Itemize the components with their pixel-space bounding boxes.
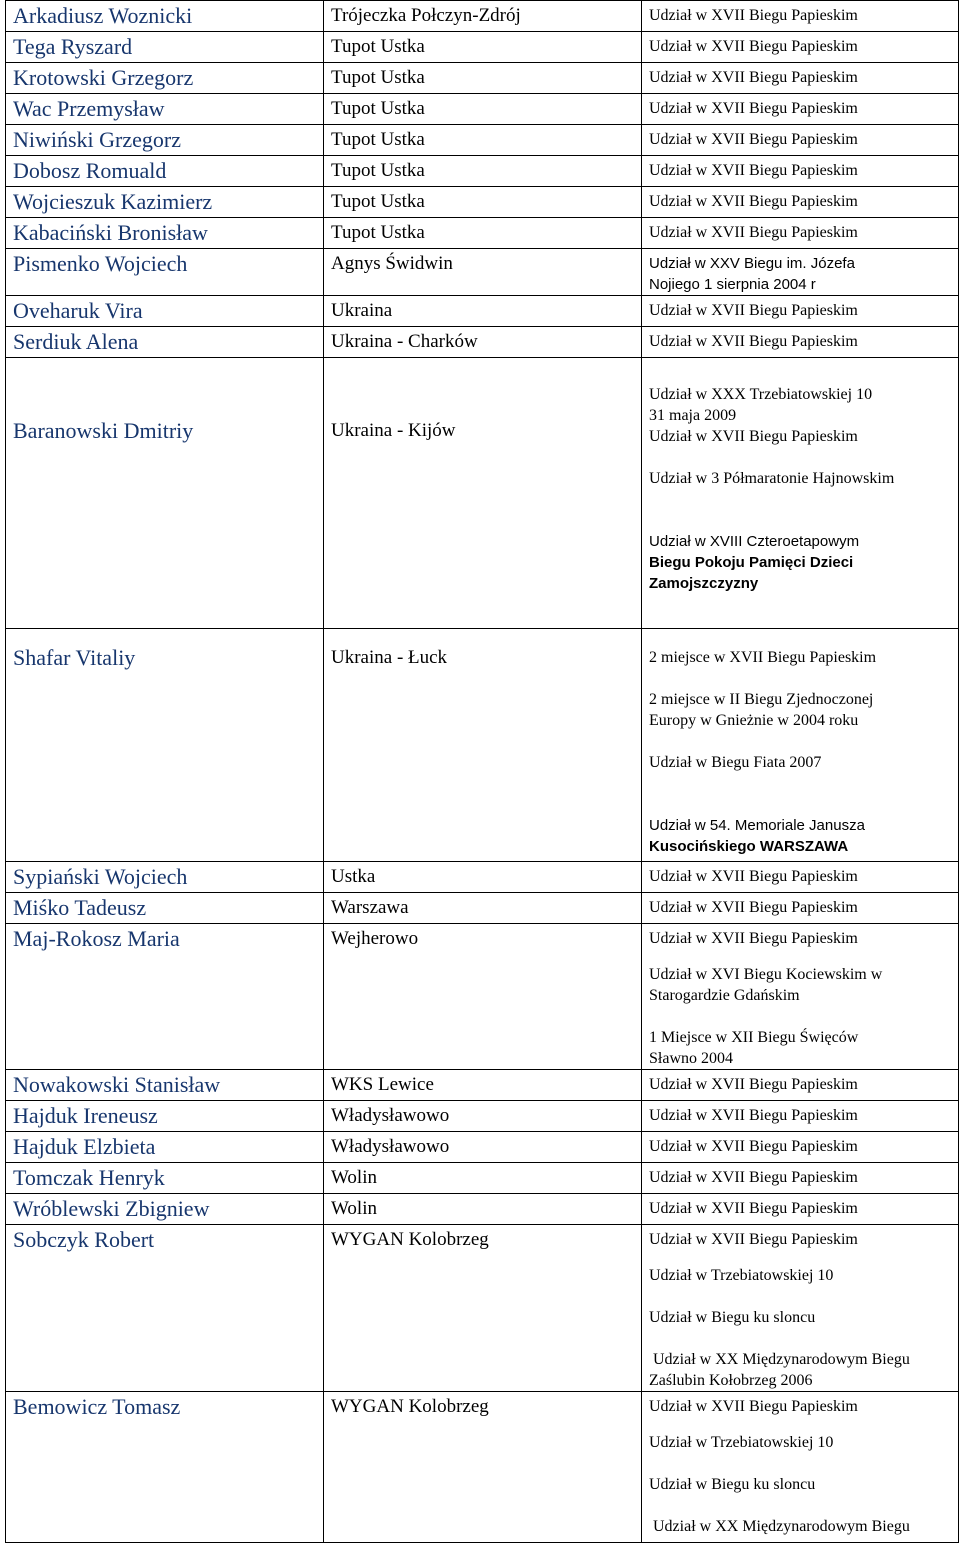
achievement: Udział w 3 Półmaratonie Hajnowskim xyxy=(649,470,895,487)
runner-name: Miśko Tadeusz xyxy=(6,893,324,924)
runners-table xyxy=(5,0,959,1543)
achievement: Udział w XVII Biegu Papieskim xyxy=(649,302,858,319)
runner-achievements xyxy=(642,327,959,358)
achievement: Starogardzie Gdańskim xyxy=(649,987,800,1004)
runner-achievements xyxy=(642,218,959,249)
runner-name xyxy=(6,358,324,629)
runner-club: Tupot Ustka xyxy=(324,218,642,249)
achievement: Udział w XVII Biegu Papieskim xyxy=(649,1398,858,1415)
achievement: Udział w XVII Biegu Papieskim xyxy=(649,69,858,86)
runner-club: Agnys Świdwin xyxy=(324,249,642,296)
achievement: Udział w Biegu ku sloncu xyxy=(649,1476,816,1493)
runner-name: Sobczyk Robert xyxy=(6,1225,324,1392)
runner-name: Serdiuk Alena xyxy=(6,327,324,358)
achievement: Udział w XVII Biegu Papieskim xyxy=(649,193,858,210)
runner-achievements xyxy=(642,862,959,893)
table-row xyxy=(6,1194,959,1225)
runner-club: Trójeczka Połczyn-Zdrój xyxy=(324,1,642,32)
achievement: Udział w 54. Memoriale Janusza xyxy=(649,817,865,834)
runner-name: Shafar Vitaliy xyxy=(6,629,324,862)
runner-club: Ukraina - Charków xyxy=(324,327,642,358)
table-row xyxy=(6,218,959,249)
achievement: Udział w XVII Biegu Papieskim xyxy=(649,100,858,117)
table-row xyxy=(6,358,959,629)
achievement: Udział w XXV Biegu im. Józefa xyxy=(649,255,855,272)
runner-club: Tupot Ustka xyxy=(324,32,642,63)
achievement: Udział w XVII Biegu Papieskim xyxy=(649,1138,858,1155)
runner-name: Wojcieszuk Kazimierz xyxy=(6,187,324,218)
table-row xyxy=(6,249,959,296)
runner-club: WKS Lewice xyxy=(324,1070,642,1101)
achievement: Udział w XXX Trzebiatowskiej 10 xyxy=(649,386,873,403)
table-row xyxy=(6,1,959,32)
achievement: Udział w Trzebiatowskiej 10 xyxy=(649,1267,834,1284)
runner-name: Arkadiusz Woznicki xyxy=(6,1,324,32)
achievement: Udział w XVII Biegu Papieskim xyxy=(649,224,858,241)
runner-achievements xyxy=(642,1392,959,1543)
runner-name: Bemowicz Tomasz xyxy=(6,1392,324,1543)
achievement: Udział w Biegu ku sloncu xyxy=(649,1309,816,1326)
table-row xyxy=(6,296,959,327)
runner-name: Tomczak Henryk xyxy=(6,1163,324,1194)
runner-achievements xyxy=(642,1070,959,1101)
runner-achievements xyxy=(642,94,959,125)
table-row xyxy=(6,1392,959,1543)
achievement: Udział w XVII Biegu Papieskim xyxy=(649,131,858,148)
achievement: Udział w XVII Biegu Papieskim xyxy=(649,38,858,55)
runner-name: Dobosz Romuald xyxy=(6,156,324,187)
runner-achievements xyxy=(642,629,959,862)
table-row xyxy=(6,1163,959,1194)
achievement: Udział w XVII Biegu Papieskim xyxy=(649,868,858,885)
runner-achievements xyxy=(642,1163,959,1194)
runner-achievements xyxy=(642,187,959,218)
runner-achievements xyxy=(642,32,959,63)
table-row xyxy=(6,1070,959,1101)
runner-name: Wac Przemysław xyxy=(6,94,324,125)
achievement: Zamojszczyzny xyxy=(649,575,759,592)
runner-club-text: Ukraina - Kijów xyxy=(331,420,456,441)
runner-achievements xyxy=(642,1225,959,1392)
achievement: Udział w XVII Biegu Papieskim xyxy=(649,1231,858,1248)
achievement: Udział w XVI Biegu Kociewskim w xyxy=(649,966,883,983)
runner-achievements xyxy=(642,125,959,156)
runner-achievements xyxy=(642,1101,959,1132)
runner-name: Tega Ryszard xyxy=(6,32,324,63)
runner-name: Oveharuk Vira xyxy=(6,296,324,327)
achievement: Udział w XVII Biegu Papieskim xyxy=(649,162,858,179)
runner-name: Hajduk Ireneusz xyxy=(6,1101,324,1132)
achievement: 2 miejsce w II Biegu Zjednoczonej xyxy=(649,691,874,708)
runner-name: Nowakowski Stanisław xyxy=(6,1070,324,1101)
achievement: Kusocińskiego WARSZAWA xyxy=(649,838,849,855)
table-row xyxy=(6,187,959,218)
runner-club: Tupot Ustka xyxy=(324,156,642,187)
runner-club: Tupot Ustka xyxy=(324,94,642,125)
table-row xyxy=(6,327,959,358)
achievement: Udział w XVII Biegu Papieskim xyxy=(649,428,858,445)
achievement: Udział w XVII Biegu Papieskim xyxy=(649,333,858,350)
table-row xyxy=(6,1132,959,1163)
achievement: Biegu Pokoju Pamięci Dzieci xyxy=(649,554,854,571)
achievement: Nojiego 1 sierpnia 2004 r xyxy=(649,276,816,293)
achievement: 31 maja 2009 xyxy=(649,407,737,424)
table-row xyxy=(6,924,959,1070)
runner-achievements xyxy=(642,1,959,32)
achievement: Udział w XVII Biegu Papieskim xyxy=(649,7,858,24)
achievement: 1 Miejsce w XII Biegu Święców xyxy=(649,1029,859,1046)
runner-club: Władysławowo xyxy=(324,1132,642,1163)
runner-achievements xyxy=(642,296,959,327)
runner-club: Ukraina xyxy=(324,296,642,327)
runner-name: Niwiński Grzegorz xyxy=(6,125,324,156)
achievement: Udział w XX Międzynarodowym Biegu xyxy=(653,1351,910,1368)
runner-club: WYGAN Kolobrzeg xyxy=(324,1392,642,1543)
achievement: Udział w XVII Biegu Papieskim xyxy=(649,1076,858,1093)
achievement: Sławno 2004 xyxy=(649,1050,733,1067)
runner-name: Wróblewski Zbigniew xyxy=(6,1194,324,1225)
table-row xyxy=(6,125,959,156)
achievement: Udział w XVII Biegu Papieskim xyxy=(649,930,858,947)
table-row xyxy=(6,1225,959,1392)
table-row xyxy=(6,32,959,63)
runner-achievements xyxy=(642,1132,959,1163)
runner-achievements xyxy=(642,63,959,94)
table-row xyxy=(6,862,959,893)
runner-name: Pismenko Wojciech xyxy=(6,249,324,296)
runner-club: Tupot Ustka xyxy=(324,187,642,218)
runner-club: Wejherowo xyxy=(324,924,642,1070)
runner-club: Wolin xyxy=(324,1163,642,1194)
achievement: 2 miejsce w XVII Biegu Papieskim xyxy=(649,649,877,666)
achievement: Udział w XVIII Czteroetapowym xyxy=(649,533,860,550)
runner-name: Maj-Rokosz Maria xyxy=(6,924,324,1070)
runner-name-text: Baranowski Dmitriy xyxy=(13,418,194,443)
table-row xyxy=(6,63,959,94)
runner-achievements xyxy=(642,156,959,187)
achievement: Udział w Biegu Fiata 2007 xyxy=(649,754,822,771)
runner-achievements xyxy=(642,1194,959,1225)
runner-name: Hajduk Elzbieta xyxy=(6,1132,324,1163)
achievement: Udział w XVII Biegu Papieskim xyxy=(649,1200,858,1217)
runner-club: Tupot Ustka xyxy=(324,63,642,94)
runner-achievements xyxy=(642,358,959,629)
runner-name: Sypiański Wojciech xyxy=(6,862,324,893)
achievement: Zaślubin Kołobrzeg 2006 xyxy=(649,1372,813,1389)
achievement: Udział w Trzebiatowskiej 10 xyxy=(649,1434,834,1451)
table-row xyxy=(6,893,959,924)
runner-club: Ustka xyxy=(324,862,642,893)
table-row xyxy=(6,629,959,862)
runner-club xyxy=(324,358,642,629)
runner-name: Kabaciński Bronisław xyxy=(6,218,324,249)
table-row xyxy=(6,156,959,187)
runner-club: WYGAN Kolobrzeg xyxy=(324,1225,642,1392)
achievement: Udział w XVII Biegu Papieskim xyxy=(649,1107,858,1124)
runner-club: Tupot Ustka xyxy=(324,125,642,156)
achievement: Udział w XVII Biegu Papieskim xyxy=(649,899,858,916)
runner-achievements xyxy=(642,924,959,1070)
achievement: Europy w Gnieżnie w 2004 roku xyxy=(649,712,859,729)
runner-name: Krotowski Grzegorz xyxy=(6,63,324,94)
runner-club: Warszawa xyxy=(324,893,642,924)
runner-club: Wolin xyxy=(324,1194,642,1225)
table-row xyxy=(6,94,959,125)
runner-achievements xyxy=(642,249,959,296)
achievement: Udział w XVII Biegu Papieskim xyxy=(649,1169,858,1186)
table-row xyxy=(6,1101,959,1132)
achievement: Udział w XX Międzynarodowym Biegu xyxy=(653,1518,910,1535)
runner-achievements xyxy=(642,893,959,924)
runner-club: Ukraina - Łuck xyxy=(324,629,642,862)
runner-club: Władysławowo xyxy=(324,1101,642,1132)
